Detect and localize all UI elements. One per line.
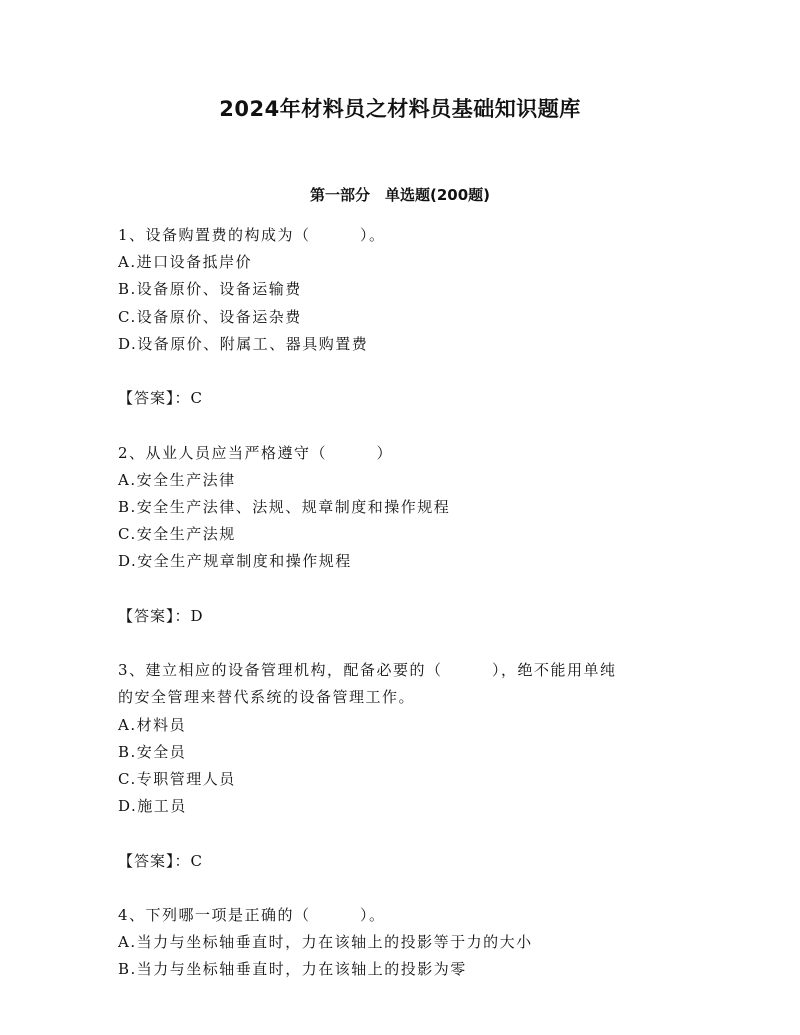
answer-line (118, 603, 688, 630)
option-c: C.设备原价、设备运杂费 (118, 307, 302, 326)
answer-label: 【答案】： (118, 606, 191, 625)
question-2 (118, 440, 688, 630)
option-a: A.进口设备抵岸价 (118, 253, 253, 272)
answer-value: C (190, 389, 203, 408)
option-a: A.安全生产法律 (118, 470, 236, 489)
question-stem: 2、从业人员应当严格遵守（ ） (118, 443, 394, 462)
question-stem: 1、设备购置费的构成为（ ）。 (118, 226, 386, 244)
option-d: D.施工员 (118, 797, 187, 816)
question-stem: 4、下列哪一项是正确的（ ）。 (118, 905, 386, 924)
question-list (118, 222, 688, 984)
section-title: 第一部分 单选题(200题) (309, 186, 491, 204)
question-4 (118, 902, 688, 984)
option-c: C.安全生产法规 (118, 525, 236, 544)
answer-value: D (190, 606, 204, 625)
option-d: D.设备原价、附属工、器具购置费 (118, 334, 369, 353)
option-b: B.设备原价、设备运输费 (118, 280, 302, 299)
option-b: B.当力与坐标轴垂直时，力在该轴上的投影为零 (118, 960, 467, 979)
option-b: B.安全生产法律、法规、规章制度和操作规程 (118, 498, 451, 516)
answer-line (118, 848, 688, 875)
option-a: A.当力与坐标轴垂直时，力在该轴上的投影等于力的大小 (118, 933, 533, 952)
option-b: B.安全员 (118, 742, 187, 761)
question-stem-line-1: 3、建立相应的设备管理机构，配备必要的（ ），绝不能用单纯 (118, 661, 617, 680)
question-stem-line-2: 的安全管理来替代系统的设备管理工作。 (118, 688, 416, 707)
answer-value: C (190, 851, 203, 870)
answer-line (118, 385, 688, 412)
document-title: 2024年材料员之材料员基础知识题库 (219, 97, 581, 121)
answer-label: 【答案】： (118, 851, 191, 870)
option-d: D.安全生产规章制度和操作规程 (118, 552, 352, 571)
option-c: C.专职管理人员 (118, 770, 236, 788)
option-a: A.材料员 (118, 715, 187, 734)
question-1 (118, 222, 688, 412)
answer-label: 【答案】： (118, 389, 191, 408)
question-3 (118, 657, 688, 875)
